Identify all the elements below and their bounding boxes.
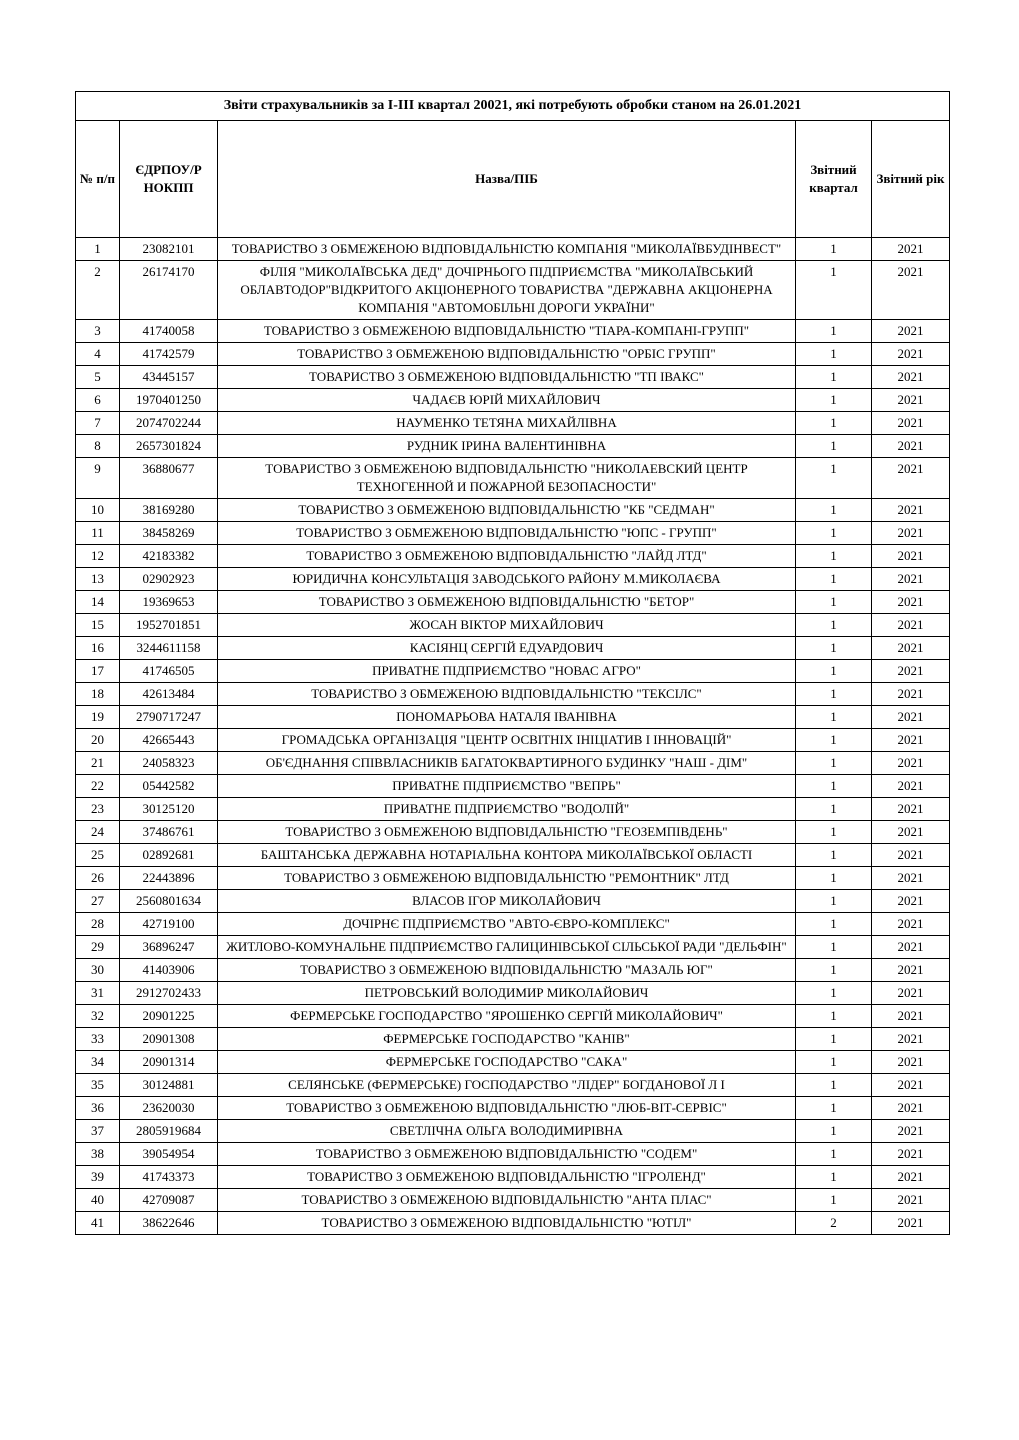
table-row: [76, 729, 950, 752]
cell-year: 2021: [872, 1051, 950, 1074]
cell-code: 2657301824: [120, 435, 218, 458]
cell-code: 02892681: [120, 844, 218, 867]
cell-num: 21: [76, 752, 120, 775]
cell-year: 2021: [872, 591, 950, 614]
cell-num: 11: [76, 522, 120, 545]
cell-code: 2560801634: [120, 890, 218, 913]
table-row: [76, 1143, 950, 1166]
cell-year: 2021: [872, 343, 950, 366]
cell-year: 2021: [872, 890, 950, 913]
table-row: [76, 1189, 950, 1212]
cell-num: 4: [76, 343, 120, 366]
cell-year: 2021: [872, 614, 950, 637]
cell-name: ТОВАРИСТВО З ОБМЕЖЕНОЮ ВІДПОВІДАЛЬНІСТЮ "КБ "СЕДМАН": [218, 499, 796, 522]
cell-year: 2021: [872, 1189, 950, 1212]
cell-name: ПРИВАТНЕ ПІДПРИЄМСТВО "ВОДОЛІЙ": [218, 798, 796, 821]
cell-name: ТОВАРИСТВО З ОБМЕЖЕНОЮ ВІДПОВІДАЛЬНІСТЮ "ГЕОЗЕМПІВДЕНЬ": [218, 821, 796, 844]
cell-quarter: 1: [796, 637, 872, 660]
cell-code: 22443896: [120, 867, 218, 890]
cell-code: 30124881: [120, 1074, 218, 1097]
cell-code: 2805919684: [120, 1120, 218, 1143]
cell-code: 36896247: [120, 936, 218, 959]
cell-num: 2: [76, 261, 120, 320]
cell-name: ЖОСАН ВІКТОР МИХАЙЛОВИЧ: [218, 614, 796, 637]
cell-name: КАСІЯНЦ СЕРГІЙ ЕДУАРДОВИЧ: [218, 637, 796, 660]
cell-code: 38458269: [120, 522, 218, 545]
cell-year: 2021: [872, 936, 950, 959]
table-row: [76, 982, 950, 1005]
cell-code: 3244611158: [120, 637, 218, 660]
cell-num: 27: [76, 890, 120, 913]
cell-name: ПРИВАТНЕ ПІДПРИЄМСТВО "НОВАС АГРО": [218, 660, 796, 683]
cell-quarter: 1: [796, 458, 872, 499]
table-row: [76, 412, 950, 435]
cell-quarter: 1: [796, 366, 872, 389]
cell-code: 36880677: [120, 458, 218, 499]
cell-name: ЮРИДИЧНА КОНСУЛЬТАЦІЯ ЗАВОДСЬКОГО РАЙОНУ М.МИКОЛАЄВА: [218, 568, 796, 591]
cell-name: ФЕРМЕРСЬКЕ ГОСПОДАРСТВО "КАНІВ": [218, 1028, 796, 1051]
cell-num: 28: [76, 913, 120, 936]
table-row: [76, 238, 950, 261]
cell-code: 23082101: [120, 238, 218, 261]
cell-num: 15: [76, 614, 120, 637]
cell-num: 24: [76, 821, 120, 844]
cell-code: 2912702433: [120, 982, 218, 1005]
cell-code: 39054954: [120, 1143, 218, 1166]
cell-name: ТОВАРИСТВО З ОБМЕЖЕНОЮ ВІДПОВІДАЛЬНІСТЮ "СОДЕМ": [218, 1143, 796, 1166]
cell-year: 2021: [872, 1074, 950, 1097]
cell-quarter: 1: [796, 1166, 872, 1189]
cell-name: ТОВАРИСТВО З ОБМЕЖЕНОЮ ВІДПОВІДАЛЬНІСТЮ "АНТА ПЛАС": [218, 1189, 796, 1212]
cell-year: 2021: [872, 1120, 950, 1143]
cell-name: ПЕТРОВСЬКИЙ ВОЛОДИМИР МИКОЛАЙОВИЧ: [218, 982, 796, 1005]
cell-quarter: 1: [796, 614, 872, 637]
cell-year: 2021: [872, 798, 950, 821]
col-header-num: № п/п: [76, 121, 120, 238]
cell-quarter: 1: [796, 683, 872, 706]
cell-year: 2021: [872, 844, 950, 867]
cell-code: 41746505: [120, 660, 218, 683]
document-page: [75, 91, 949, 1235]
cell-name: ТОВАРИСТВО З ОБМЕЖЕНОЮ ВІДПОВІДАЛЬНІСТЮ "НИКОЛАЕВСКИЙ ЦЕНТР ТЕХНОГЕННОЙ И ПОЖАРНОЙ БЕЗОПАСНОСТИ": [218, 458, 796, 499]
cell-quarter: 1: [796, 1028, 872, 1051]
cell-quarter: 1: [796, 343, 872, 366]
cell-quarter: 1: [796, 238, 872, 261]
cell-num: 3: [76, 320, 120, 343]
cell-quarter: 1: [796, 1097, 872, 1120]
cell-code: 30125120: [120, 798, 218, 821]
cell-num: 29: [76, 936, 120, 959]
cell-num: 32: [76, 1005, 120, 1028]
cell-year: 2021: [872, 752, 950, 775]
col-header-name: Назва/ПІБ: [218, 121, 796, 238]
cell-num: 31: [76, 982, 120, 1005]
cell-num: 13: [76, 568, 120, 591]
table-row: [76, 844, 950, 867]
cell-quarter: 1: [796, 821, 872, 844]
cell-name: ТОВАРИСТВО З ОБМЕЖЕНОЮ ВІДПОВІДАЛЬНІСТЮ "РЕМОНТНИК" ЛТД: [218, 867, 796, 890]
cell-quarter: 1: [796, 982, 872, 1005]
cell-name: ФЕРМЕРСЬКЕ ГОСПОДАРСТВО "САКА": [218, 1051, 796, 1074]
cell-code: 41742579: [120, 343, 218, 366]
cell-name: ТОВАРИСТВО З ОБМЕЖЕНОЮ ВІДПОВІДАЛЬНІСТЮ "МАЗАЛЬ ЮГ": [218, 959, 796, 982]
cell-year: 2021: [872, 261, 950, 320]
cell-name: ЖИТЛОВО-КОМУНАЛЬНЕ ПІДПРИЄМСТВО ГАЛИЦИНІВСЬКОЇ СІЛЬСЬКОЇ РАДИ "ДЕЛЬФІН": [218, 936, 796, 959]
table-row: [76, 821, 950, 844]
cell-quarter: 1: [796, 1005, 872, 1028]
cell-year: 2021: [872, 959, 950, 982]
cell-name: НАУМЕНКО ТЕТЯНА МИХАЙЛІВНА: [218, 412, 796, 435]
cell-code: 41403906: [120, 959, 218, 982]
cell-num: 7: [76, 412, 120, 435]
col-header-year: Звітний рік: [872, 121, 950, 238]
cell-num: 36: [76, 1097, 120, 1120]
cell-name: ТОВАРИСТВО З ОБМЕЖЕНОЮ ВІДПОВІДАЛЬНІСТЮ "ІГРОЛЕНД": [218, 1166, 796, 1189]
cell-quarter: 1: [796, 936, 872, 959]
cell-code: 42709087: [120, 1189, 218, 1212]
cell-year: 2021: [872, 982, 950, 1005]
cell-quarter: 1: [796, 522, 872, 545]
cell-name: РУДНИК ІРИНА ВАЛЕНТИНІВНА: [218, 435, 796, 458]
cell-year: 2021: [872, 545, 950, 568]
table-row: [76, 1028, 950, 1051]
cell-quarter: 1: [796, 499, 872, 522]
table-row: [76, 890, 950, 913]
cell-quarter: 1: [796, 729, 872, 752]
cell-code: 1970401250: [120, 389, 218, 412]
cell-quarter: 1: [796, 775, 872, 798]
cell-quarter: 1: [796, 706, 872, 729]
cell-code: 05442582: [120, 775, 218, 798]
cell-num: 33: [76, 1028, 120, 1051]
cell-num: 12: [76, 545, 120, 568]
cell-quarter: 1: [796, 568, 872, 591]
cell-year: 2021: [872, 660, 950, 683]
cell-name: ТОВАРИСТВО З ОБМЕЖЕНОЮ ВІДПОВІДАЛЬНІСТЮ "ТІАРА-КОМПАНІ-ГРУПП": [218, 320, 796, 343]
cell-quarter: 1: [796, 798, 872, 821]
table-row: [76, 913, 950, 936]
cell-num: 8: [76, 435, 120, 458]
cell-num: 38: [76, 1143, 120, 1166]
cell-year: 2021: [872, 522, 950, 545]
cell-num: 9: [76, 458, 120, 499]
cell-name: ФІЛІЯ "МИКОЛАЇВСЬКА ДЕД" ДОЧІРНЬОГО ПІДПРИЄМСТВА "МИКОЛАЇВСЬКИЙ ОБЛАВТОДОР"ВІДКРИТОГО АКЦІОНЕРНОГО ТОВАРИСТВА "ДЕРЖАВНА АКЦІОНЕРНА КОМПАНІЯ "АВТОМОБІЛЬНІ ДОРОГИ УКРАЇНИ": [218, 261, 796, 320]
cell-year: 2021: [872, 389, 950, 412]
cell-quarter: 1: [796, 660, 872, 683]
table-row: [76, 1074, 950, 1097]
cell-quarter: 1: [796, 844, 872, 867]
cell-code: 41743373: [120, 1166, 218, 1189]
cell-name: БАШТАНСЬКА ДЕРЖАВНА НОТАРІАЛЬНА КОНТОРА МИКОЛАЇВСЬКОЇ ОБЛАСТІ: [218, 844, 796, 867]
cell-year: 2021: [872, 320, 950, 343]
cell-code: 20901314: [120, 1051, 218, 1074]
cell-num: 37: [76, 1120, 120, 1143]
cell-code: 23620030: [120, 1097, 218, 1120]
cell-quarter: 1: [796, 389, 872, 412]
cell-name: ДОЧІРНЄ ПІДПРИЄМСТВО "АВТО-ЄВРО-КОМПЛЕКС": [218, 913, 796, 936]
cell-quarter: 1: [796, 591, 872, 614]
cell-quarter: 1: [796, 1074, 872, 1097]
cell-quarter: 1: [796, 435, 872, 458]
table-row: [76, 366, 950, 389]
cell-num: 17: [76, 660, 120, 683]
cell-code: 42719100: [120, 913, 218, 936]
cell-num: 19: [76, 706, 120, 729]
table-row: [76, 591, 950, 614]
cell-name: СВЕТЛІЧНА ОЛЬГА ВОЛОДИМИРІВНА: [218, 1120, 796, 1143]
table-row: [76, 261, 950, 320]
cell-num: 41: [76, 1212, 120, 1235]
col-header-code: ЄДРПОУ/Р НОКПП: [120, 121, 218, 238]
table-row: [76, 752, 950, 775]
cell-year: 2021: [872, 867, 950, 890]
cell-name: ТОВАРИСТВО З ОБМЕЖЕНОЮ ВІДПОВІДАЛЬНІСТЮ "ЛАЙД ЛТД": [218, 545, 796, 568]
cell-num: 23: [76, 798, 120, 821]
cell-year: 2021: [872, 1005, 950, 1028]
cell-num: 35: [76, 1074, 120, 1097]
table-row: [76, 637, 950, 660]
cell-num: 26: [76, 867, 120, 890]
cell-year: 2021: [872, 238, 950, 261]
cell-quarter: 1: [796, 320, 872, 343]
cell-name: ТОВАРИСТВО З ОБМЕЖЕНОЮ ВІДПОВІДАЛЬНІСТЮ "ЮТІЛ": [218, 1212, 796, 1235]
cell-num: 16: [76, 637, 120, 660]
table-row: [76, 499, 950, 522]
cell-quarter: 1: [796, 412, 872, 435]
header-row: [76, 121, 950, 238]
cell-code: 2790717247: [120, 706, 218, 729]
table-row: [76, 1120, 950, 1143]
table-row: [76, 683, 950, 706]
cell-code: 38622646: [120, 1212, 218, 1235]
cell-name: ЧАДАЄВ ЮРІЙ МИХАЙЛОВИЧ: [218, 389, 796, 412]
cell-name: ТОВАРИСТВО З ОБМЕЖЕНОЮ ВІДПОВІДАЛЬНІСТЮ "ЛЮБ-ВІТ-СЕРВІС": [218, 1097, 796, 1120]
cell-quarter: 1: [796, 1189, 872, 1212]
table-row: [76, 343, 950, 366]
cell-code: 1952701851: [120, 614, 218, 637]
table-row: [76, 320, 950, 343]
cell-code: 38169280: [120, 499, 218, 522]
cell-year: 2021: [872, 412, 950, 435]
cell-year: 2021: [872, 1097, 950, 1120]
cell-year: 2021: [872, 913, 950, 936]
col-header-quarter: Звітний квартал: [796, 121, 872, 238]
table-row: [76, 775, 950, 798]
table-row: [76, 545, 950, 568]
reports-table: [75, 91, 950, 1235]
table-row: [76, 568, 950, 591]
cell-quarter: 1: [796, 913, 872, 936]
cell-quarter: 2: [796, 1212, 872, 1235]
cell-year: 2021: [872, 706, 950, 729]
cell-name: ТОВАРИСТВО З ОБМЕЖЕНОЮ ВІДПОВІДАЛЬНІСТЮ "ЮПС - ГРУПП": [218, 522, 796, 545]
cell-year: 2021: [872, 683, 950, 706]
cell-quarter: 1: [796, 752, 872, 775]
cell-year: 2021: [872, 729, 950, 752]
cell-name: ТОВАРИСТВО З ОБМЕЖЕНОЮ ВІДПОВІДАЛЬНІСТЮ "БЕТОР": [218, 591, 796, 614]
cell-num: 14: [76, 591, 120, 614]
table-row: [76, 614, 950, 637]
cell-name: ПРИВАТНЕ ПІДПРИЄМСТВО "ВЕПРЬ": [218, 775, 796, 798]
cell-num: 22: [76, 775, 120, 798]
cell-quarter: 1: [796, 545, 872, 568]
cell-year: 2021: [872, 775, 950, 798]
cell-year: 2021: [872, 1143, 950, 1166]
cell-quarter: 1: [796, 261, 872, 320]
cell-num: 30: [76, 959, 120, 982]
table-row: [76, 1097, 950, 1120]
table-row: [76, 1166, 950, 1189]
cell-name: ОБ'ЄДНАННЯ СПІВВЛАСНИКІВ БАГАТОКВАРТИРНОГО БУДИНКУ "НАШ - ДІМ": [218, 752, 796, 775]
cell-num: 39: [76, 1166, 120, 1189]
cell-name: СЕЛЯНСЬКЕ (ФЕРМЕРСЬКЕ) ГОСПОДАРСТВО "ЛІДЕР" БОГДАНОВОЇ Л І: [218, 1074, 796, 1097]
cell-name: ГРОМАДСЬКА ОРГАНІЗАЦІЯ "ЦЕНТР ОСВІТНІХ ІНІЦІАТИВ І ІННОВАЦІЙ": [218, 729, 796, 752]
cell-year: 2021: [872, 499, 950, 522]
cell-quarter: 1: [796, 1143, 872, 1166]
cell-quarter: 1: [796, 1051, 872, 1074]
cell-code: 26174170: [120, 261, 218, 320]
cell-num: 20: [76, 729, 120, 752]
table-title: Звіти страхувальників за I-III квартал 20021, які потребують обробки станом на 26.01.2021: [76, 92, 950, 121]
cell-code: 20901308: [120, 1028, 218, 1051]
cell-year: 2021: [872, 637, 950, 660]
cell-year: 2021: [872, 458, 950, 499]
cell-name: ТОВАРИСТВО З ОБМЕЖЕНОЮ ВІДПОВІДАЛЬНІСТЮ "ОРБІС ГРУПП": [218, 343, 796, 366]
cell-code: 41740058: [120, 320, 218, 343]
cell-year: 2021: [872, 1166, 950, 1189]
table-row: [76, 959, 950, 982]
cell-code: 02902923: [120, 568, 218, 591]
cell-code: 43445157: [120, 366, 218, 389]
cell-num: 40: [76, 1189, 120, 1212]
cell-year: 2021: [872, 821, 950, 844]
cell-year: 2021: [872, 568, 950, 591]
cell-code: 37486761: [120, 821, 218, 844]
cell-code: 42613484: [120, 683, 218, 706]
cell-name: ТОВАРИСТВО З ОБМЕЖЕНОЮ ВІДПОВІДАЛЬНІСТЮ КОМПАНІЯ "МИКОЛАЇВБУДІНВЕСТ": [218, 238, 796, 261]
cell-year: 2021: [872, 366, 950, 389]
table-row: [76, 798, 950, 821]
cell-code: 19369653: [120, 591, 218, 614]
cell-code: 20901225: [120, 1005, 218, 1028]
cell-name: ПОНОМАРЬОВА НАТАЛЯ ІВАНІВНА: [218, 706, 796, 729]
cell-num: 18: [76, 683, 120, 706]
cell-year: 2021: [872, 435, 950, 458]
table-row: [76, 1212, 950, 1235]
cell-quarter: 1: [796, 867, 872, 890]
cell-num: 5: [76, 366, 120, 389]
table-row: [76, 936, 950, 959]
cell-name: ТОВАРИСТВО З ОБМЕЖЕНОЮ ВІДПОВІДАЛЬНІСТЮ "ТЕКСІЛС": [218, 683, 796, 706]
cell-name: ВЛАСОВ ІГОР МИКОЛАЙОВИЧ: [218, 890, 796, 913]
cell-code: 24058323: [120, 752, 218, 775]
cell-year: 2021: [872, 1212, 950, 1235]
cell-code: 42665443: [120, 729, 218, 752]
cell-num: 6: [76, 389, 120, 412]
cell-name: ФЕРМЕРСЬКЕ ГОСПОДАРСТВО "ЯРОШЕНКО СЕРГІЙ МИКОЛАЙОВИЧ": [218, 1005, 796, 1028]
table-row: [76, 1005, 950, 1028]
cell-num: 1: [76, 238, 120, 261]
table-row: [76, 458, 950, 499]
cell-num: 34: [76, 1051, 120, 1074]
cell-quarter: 1: [796, 1120, 872, 1143]
cell-year: 2021: [872, 1028, 950, 1051]
table-row: [76, 706, 950, 729]
table-row: [76, 389, 950, 412]
cell-code: 42183382: [120, 545, 218, 568]
table-row: [76, 867, 950, 890]
cell-num: 25: [76, 844, 120, 867]
table-row: [76, 660, 950, 683]
cell-code: 2074702244: [120, 412, 218, 435]
table-row: [76, 1051, 950, 1074]
cell-name: ТОВАРИСТВО З ОБМЕЖЕНОЮ ВІДПОВІДАЛЬНІСТЮ "ТП ІВАКС": [218, 366, 796, 389]
table-row: [76, 522, 950, 545]
cell-quarter: 1: [796, 959, 872, 982]
table-row: [76, 435, 950, 458]
table-body: [76, 238, 950, 1235]
cell-num: 10: [76, 499, 120, 522]
cell-quarter: 1: [796, 890, 872, 913]
